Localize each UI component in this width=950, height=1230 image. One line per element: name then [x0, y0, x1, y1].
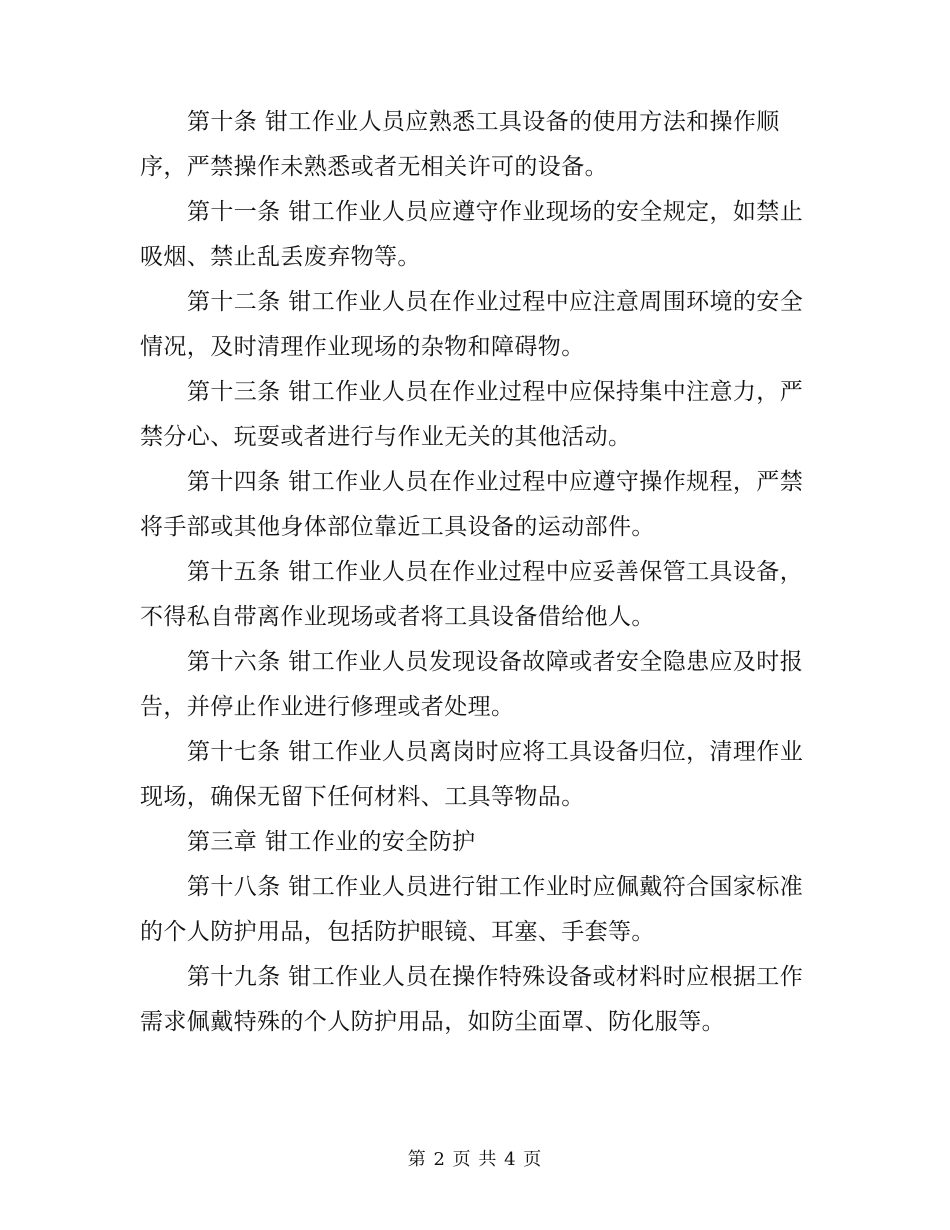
paragraph-line: 第十五条 钳工作业人员在作业过程中应妥善保管工具设备，	[187, 559, 804, 585]
paragraph-line: 不得私自带离作业现场或者将工具设备借给他人。	[140, 604, 655, 630]
paragraph-line: 第十六条 钳工作业人员发现设备故障或者安全隐患应及时报	[187, 649, 804, 675]
paragraph-line: 序，严禁操作未熟悉或者无相关许可的设备。	[140, 154, 608, 180]
paragraph-line: 的个人防护用品，包括防护眼镜、耳塞、手套等。	[140, 919, 655, 945]
paragraph-line: 第十八条 钳工作业人员进行钳工作业时应佩戴符合国家标准	[187, 874, 804, 900]
paragraph-line: 第十四条 钳工作业人员在作业过程中应遵守操作规程，严禁	[187, 469, 804, 495]
article-10	[140, 100, 820, 190]
paragraph-line: 告，并停止作业进行修理或者处理。	[140, 694, 515, 720]
article-11	[140, 190, 820, 280]
article-15	[140, 550, 820, 640]
paragraph-line: 第十七条 钳工作业人员离岗时应将工具设备归位，清理作业	[187, 739, 804, 765]
article-18	[140, 865, 820, 955]
paragraph-line: 需求佩戴特殊的个人防护用品，如防尘面罩、防化服等。	[140, 1009, 725, 1035]
paragraph-line: 将手部或其他身体部位靠近工具设备的运动部件。	[140, 514, 655, 540]
paragraph-line: 第十一条 钳工作业人员应遵守作业现场的安全规定，如禁止	[187, 199, 804, 225]
paragraph-line: 第十三条 钳工作业人员在作业过程中应保持集中注意力，严	[187, 379, 804, 405]
page-footer: 第 2 页 共 4 页	[407, 1149, 543, 1170]
document-body	[140, 100, 820, 1045]
chapter-heading: 第三章 钳工作业的安全防护	[187, 829, 476, 855]
paragraph-line: 禁分心、玩耍或者进行与作业无关的其他活动。	[140, 424, 632, 450]
paragraph-line: 第十二条 钳工作业人员在作业过程中应注意周围环境的安全	[187, 289, 804, 315]
paragraph-line: 情况，及时清理作业现场的杂物和障碍物。	[140, 334, 585, 360]
article-19	[140, 955, 820, 1045]
paragraph-line: 第十条 钳工作业人员应熟悉工具设备的使用方法和操作顺	[187, 109, 780, 135]
article-16	[140, 640, 820, 730]
article-17	[140, 730, 820, 820]
article-13	[140, 370, 820, 460]
article-12	[140, 280, 820, 370]
paragraph-line: 吸烟、禁止乱丢废弃物等。	[140, 244, 421, 270]
article-14	[140, 460, 820, 550]
paragraph-line: 第十九条 钳工作业人员在操作特殊设备或材料时应根据工作	[187, 964, 804, 990]
paragraph-line: 现场，确保无留下任何材料、工具等物品。	[140, 784, 585, 810]
